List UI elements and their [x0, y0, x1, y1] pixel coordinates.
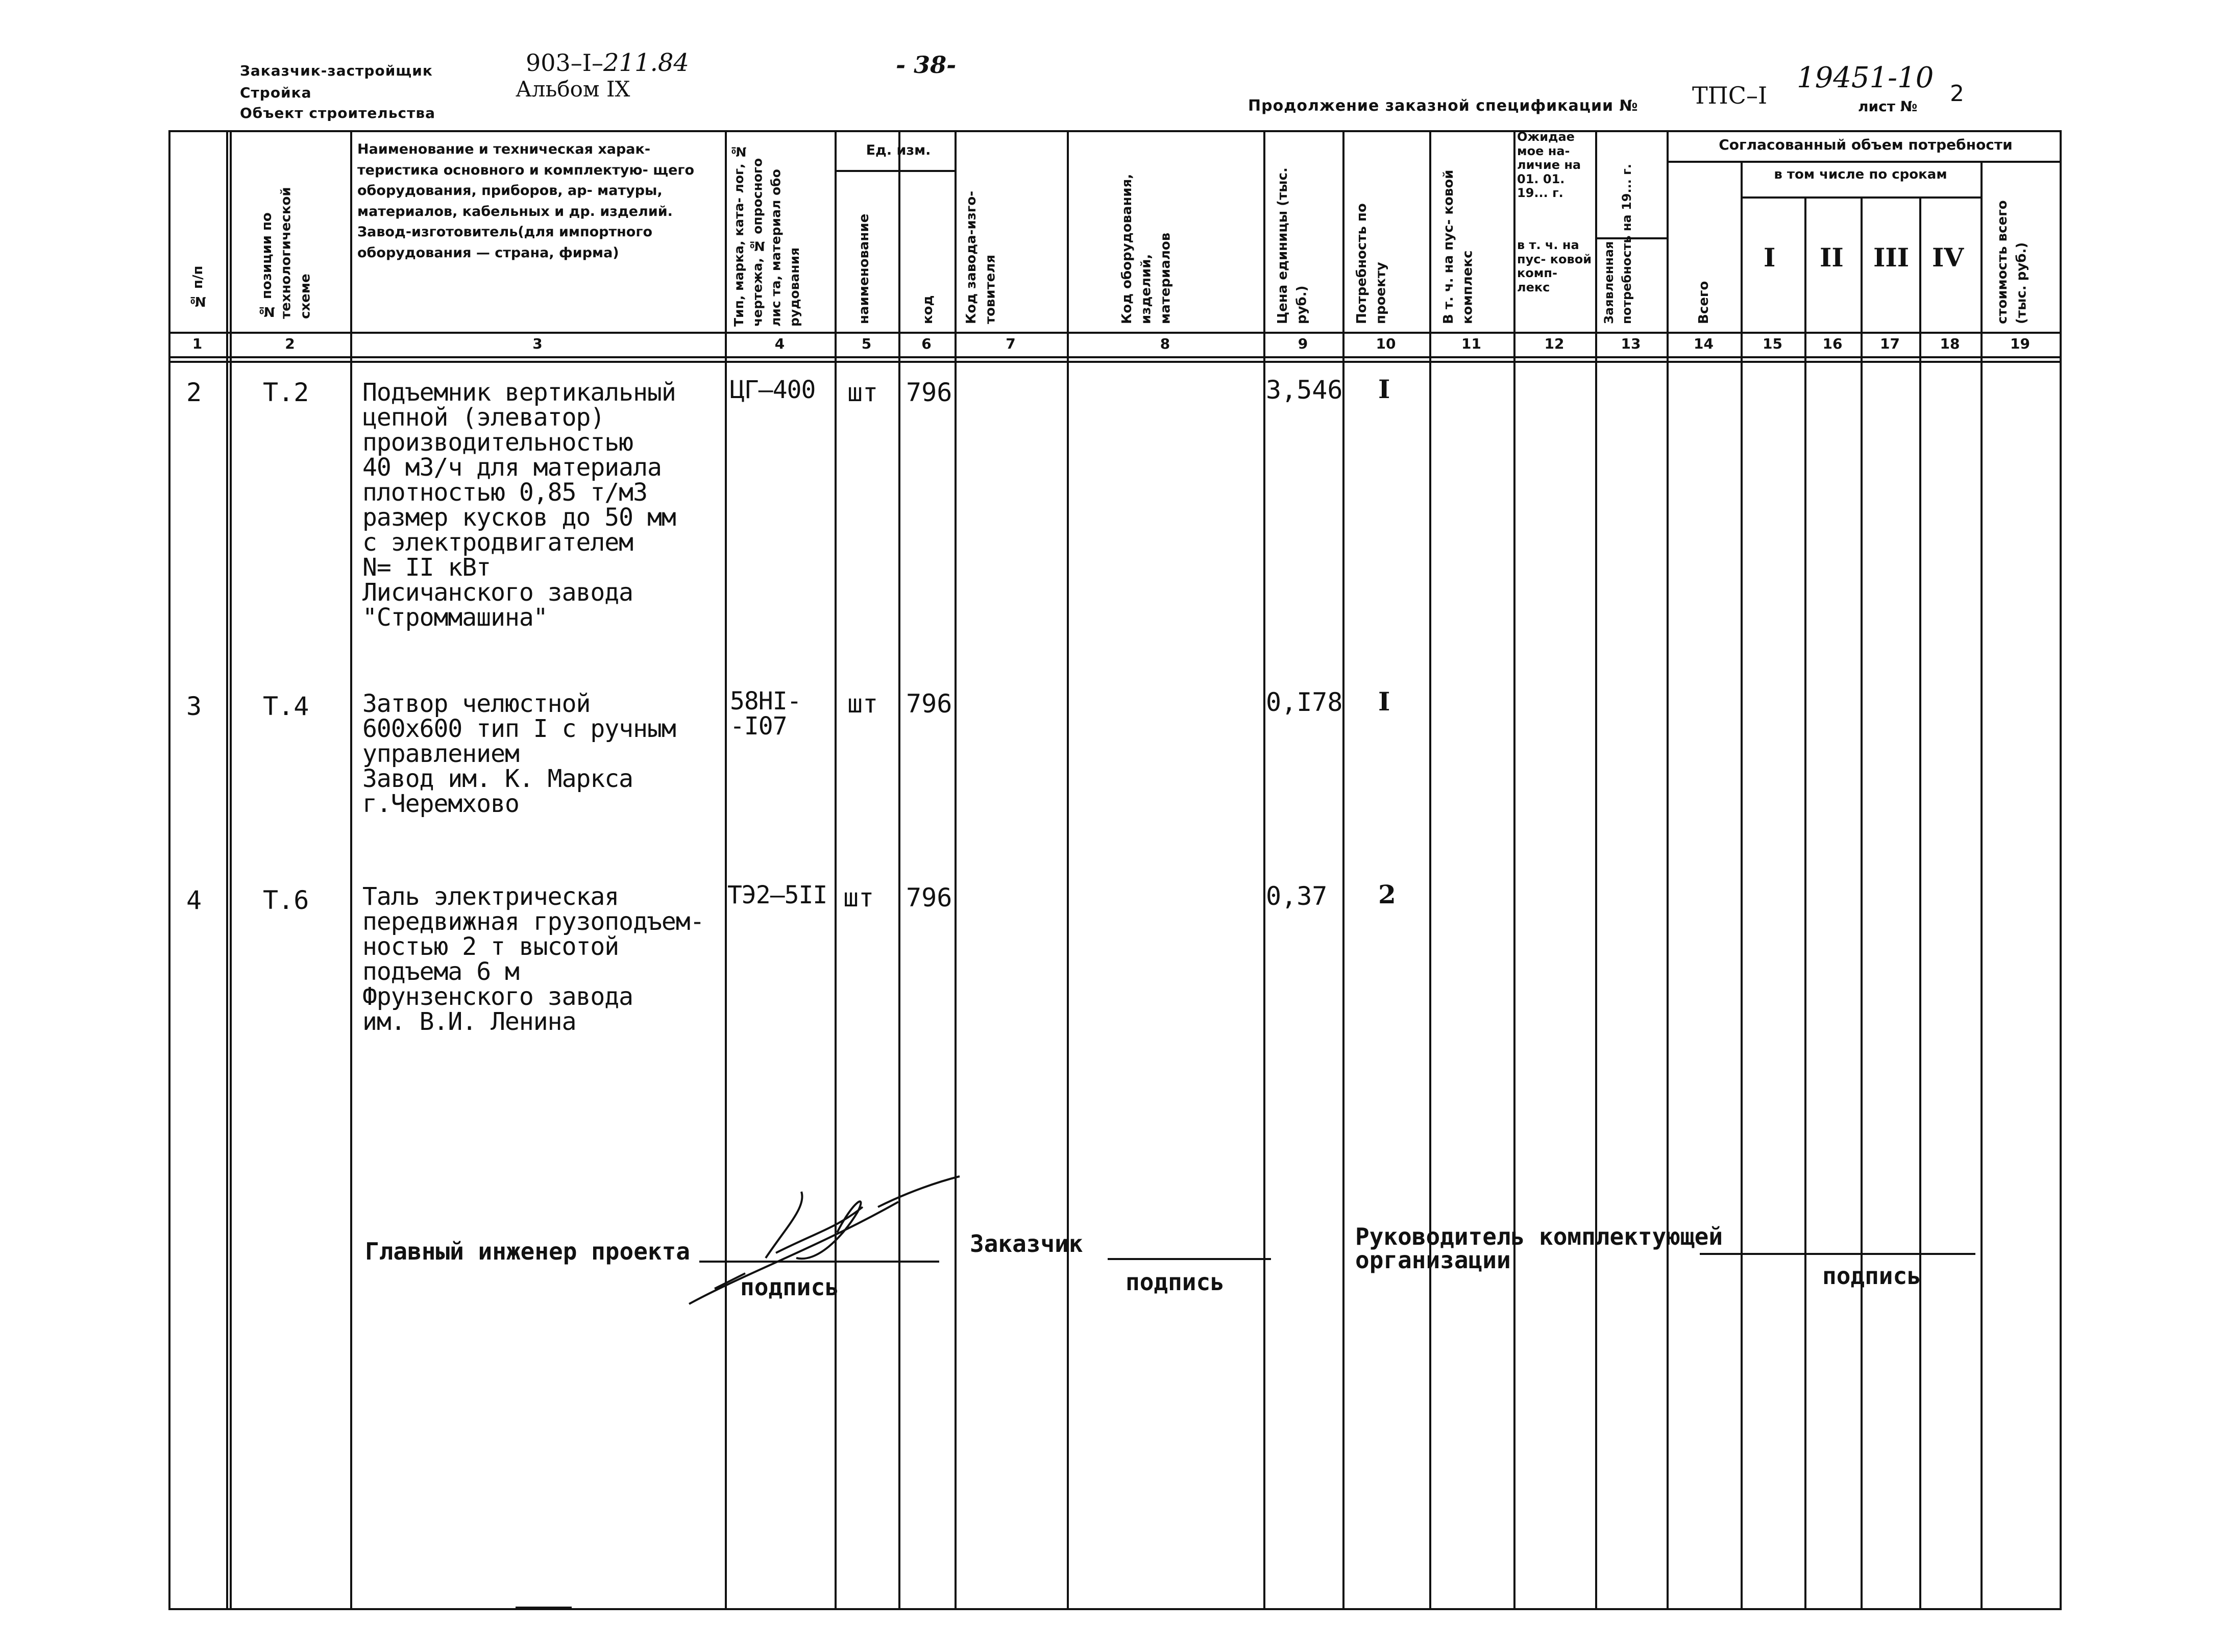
col-index: 15 — [1763, 335, 1782, 352]
row-unit-code: 796 — [906, 378, 952, 407]
sheet-label: лист № — [1858, 98, 1918, 115]
grid-line — [1741, 161, 1743, 334]
continuation-label: Продолжение заказной спецификации № — [1248, 97, 1639, 115]
grid-line — [835, 170, 955, 172]
specification-table — [168, 130, 2060, 1610]
doc-code — [526, 48, 689, 77]
col-index: 18 — [1940, 335, 1960, 352]
row-quantity: I — [1378, 374, 1390, 404]
col-terms-group-header: в том числе по срокам — [1774, 167, 1947, 182]
col-index: 6 — [921, 335, 932, 352]
row-price: 0,I78 — [1266, 687, 1343, 717]
signature-line — [1108, 1258, 1271, 1260]
site-label: Стройка — [240, 84, 312, 101]
row-price: 3,546 — [1266, 375, 1343, 405]
row-number: 4 — [186, 885, 202, 915]
row-position: Т.6 — [263, 885, 309, 915]
customer-label: Заказчик — [970, 1230, 1083, 1258]
doc-code-prefix: 903–I– — [526, 49, 603, 77]
row-unit: шт — [847, 378, 878, 407]
row-unit-code: 796 — [906, 883, 952, 913]
row-type: 58НI- -I07 — [730, 687, 801, 741]
row-type: ТЭ2–5II — [727, 881, 827, 909]
col-index: 16 — [1822, 335, 1843, 352]
col-index: 19 — [2010, 335, 2030, 352]
album-label: Альбом IX — [516, 77, 630, 102]
col-index: 14 — [1694, 335, 1714, 352]
row-unit-code: 796 — [906, 689, 952, 719]
row-unit: шт — [847, 689, 878, 719]
spec-code: ТПС–I — [1692, 82, 1768, 109]
handwritten-spec-number: 19451-10 — [1797, 61, 1934, 94]
col-declared-header: Заявленная потребность на 19... г. — [1602, 164, 1634, 324]
row-quantity: I — [1378, 686, 1390, 717]
col-need-header: Потребность по проекту — [1354, 203, 1389, 324]
grid-line — [168, 1608, 2060, 1610]
grid-line — [2060, 130, 2062, 1610]
grid-line — [168, 361, 2060, 363]
customer-label: Заказчик-застройщик — [240, 62, 433, 79]
sheet-number: 2 — [1950, 81, 1964, 107]
grid-line — [1861, 196, 1863, 1610]
col-expected-start-header: в т. ч. на пус- ковой комп- лекс — [1517, 238, 1592, 294]
grid-line — [226, 130, 228, 1610]
col-total-header: Всего — [1696, 281, 1711, 324]
row-number: 2 — [186, 378, 202, 407]
grid-line — [1667, 161, 2060, 163]
chief-engineer-signature-label: подпись — [740, 1273, 839, 1301]
col-index: 4 — [774, 335, 785, 352]
row-type: ЦГ–400 — [730, 376, 816, 404]
handwritten-signature — [684, 1171, 970, 1324]
grid-line — [1981, 161, 1983, 1610]
col-equipment-code-header: Код оборудования, изделий, материалов — [1119, 174, 1173, 324]
col-index: 1 — [192, 335, 203, 352]
row-quantity: 2 — [1378, 879, 1396, 909]
customer-signature-label: подпись — [1126, 1268, 1225, 1296]
col-description-header: Наименование и техническая харак- теристика основного и комплектую- щего оборудования, приборов, ар- матуры, материалов, кабельных и др. изделий. Завод-изготовитель(для импортного оборудования — страна, фирма) — [357, 141, 695, 261]
col-term-2-header: II — [1820, 242, 1844, 273]
bottom-mark — [516, 1607, 572, 1610]
col-index: 17 — [1880, 335, 1900, 352]
col-index: 3 — [532, 335, 543, 352]
signature-line — [1700, 1253, 1975, 1255]
col-index: 13 — [1621, 335, 1641, 352]
supply-head-signature-label: подпись — [1822, 1262, 1921, 1290]
col-type-header: Тип, марка, ката- лог, № чертежа, № опросного лис та, материал обо рудования — [731, 144, 802, 327]
row-price: 0,37 — [1266, 881, 1328, 911]
row-number: 3 — [186, 692, 202, 721]
col-index: 11 — [1461, 335, 1481, 352]
row-position: Т.4 — [263, 692, 309, 721]
col-start-complex-header: В т. ч. на пус- ковой комплекс — [1441, 169, 1476, 324]
col-agreed-group-header: Согласованный объем потребности — [1719, 136, 2013, 153]
chief-engineer-label: Главный инженер проекта — [365, 1238, 690, 1265]
col-unit-name-header: наименование — [857, 213, 872, 324]
grid-line — [1741, 332, 1743, 1610]
col-maker-code-header: Код завода-изго- товителя — [964, 190, 998, 324]
col-position-header: № позиции по технологической схеме — [259, 187, 313, 319]
grid-line — [1804, 196, 1806, 1610]
col-term-4-header: IV — [1932, 242, 1964, 273]
doc-code-handwritten: 211.84 — [603, 48, 689, 77]
col-unit-group-header: Ед. изм. — [866, 142, 931, 158]
col-index: 5 — [861, 335, 872, 352]
grid-line — [168, 356, 2060, 358]
col-expected-header: Ожидае мое на- личие на 01. 01. 19... г. — [1517, 130, 1581, 201]
col-number-header: № п/п — [190, 265, 206, 309]
col-index: 10 — [1376, 335, 1396, 352]
row-description: Затвор челюстной 600х600 тип I с ручным управлением Завод им. К. Маркса г.Черемхово — [362, 689, 676, 818]
row-description: Таль электрическая передвижная грузоподъем- ностью 2 т высотой подъема 6 м Фрунзенского завода им. В.И. Ленина — [362, 882, 704, 1036]
object-label: Объект строительства — [240, 105, 435, 121]
col-index: 7 — [1006, 335, 1016, 352]
col-cost-header: стоимость всего (тыс. руб.) — [1995, 200, 2030, 324]
col-index: 8 — [1160, 335, 1170, 352]
row-position: Т.2 — [263, 378, 309, 407]
col-unit-code-header: код — [920, 295, 936, 324]
supply-head-label: Руководитель комплектующей организации — [1355, 1223, 1723, 1274]
grid-line — [168, 130, 2060, 132]
col-index: 2 — [285, 335, 295, 352]
grid-line — [1919, 196, 1921, 1610]
page-number: - 38- — [896, 51, 957, 79]
grid-line — [1741, 196, 1981, 199]
col-index: 9 — [1298, 335, 1308, 352]
row-unit: шт — [843, 883, 874, 913]
row-description: Подъемник вертикальный цепной (элеватор) производительностью 40 м3/ч для материала плотностью 0,85 т/м3 размер кусков до 50 мм с электродвигателем N= II кВт Лисичанского завода "Строммашина" — [362, 378, 676, 632]
col-term-3-header: III — [1873, 242, 1910, 273]
col-price-header: Цена единицы (тыс. руб.) — [1275, 167, 1310, 324]
col-term-1-header: I — [1764, 242, 1776, 273]
col-index: 12 — [1544, 335, 1564, 352]
